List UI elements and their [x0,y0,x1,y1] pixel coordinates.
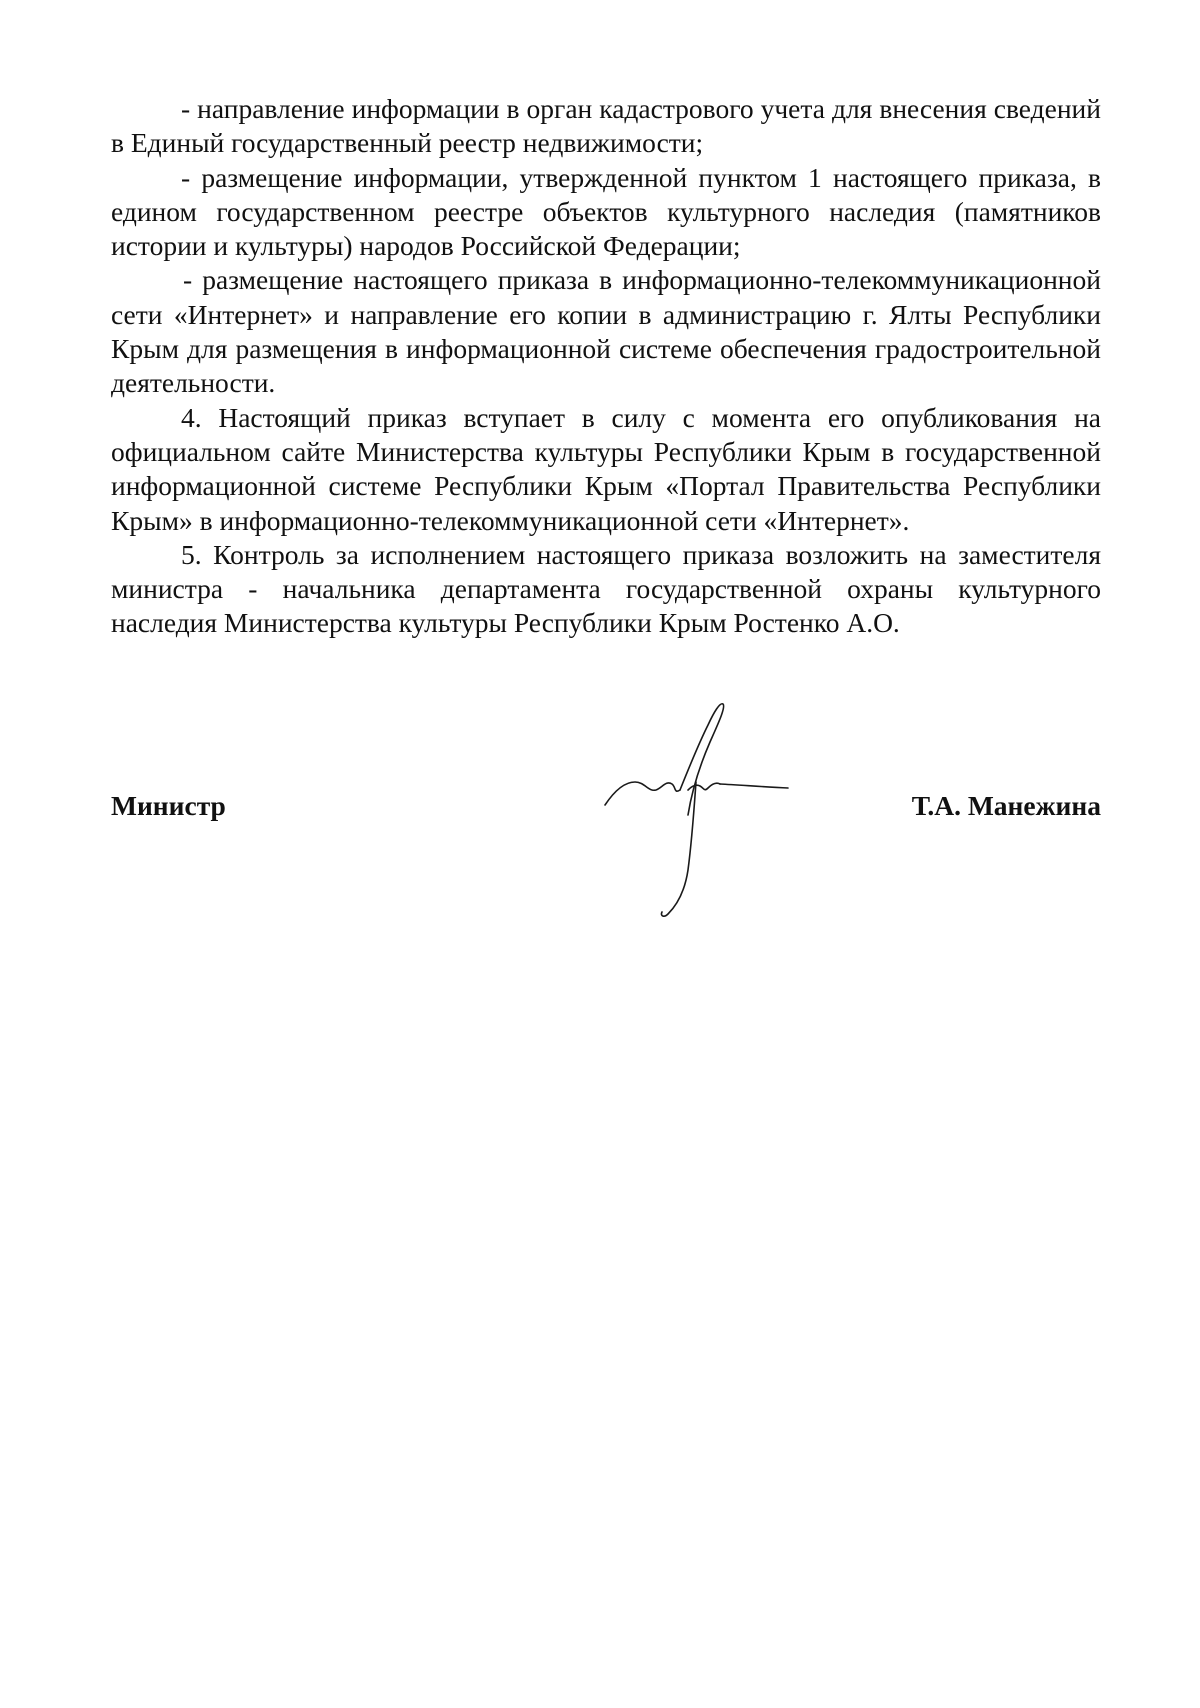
paragraph-item-5: 5. Контроль за исполнением настоящего приказа возложить на заместителя министра - начальника департамента государственной охраны культурного наследия Министерства культуры Республики Крым Ростенко А.О. [111,538,1101,639]
paragraph-cadastral-info: - направление информации в орган кадастрового учета для внесения сведений в Единый государственный реестр недвижимости; [111,93,1101,159]
signer-name: Т.А. Манежина [911,790,1101,821]
paragraph-internet-placement: - размещение настоящего приказа в информационно-телекоммуникационной сети «Интернет» и направление его копии в администрацию г. Ялты Республики Крым для размещения в информационной системе обеспечения градостроительной деятельности. [111,264,1101,399]
paragraph-item-4: 4. Настоящий приказ вступает в силу с момента его опубликования на официальном сайте Министерства культуры Республики Крым в государственной информационной системе Республики Крым «Портал Правительства Республики Крым» в информационно-телекоммуникационной сети «Интернет». [111,401,1101,536]
signature-row [111,790,1101,830]
signer-title: Министр [111,790,226,821]
document-body [111,92,1101,641]
paragraph-register-info: - размещение информации, утвержденной пунктом 1 настоящего приказа, в едином государственном реестре объектов культурного наследия (памятников истории и культуры) народов Российской Федерации; [111,161,1101,262]
